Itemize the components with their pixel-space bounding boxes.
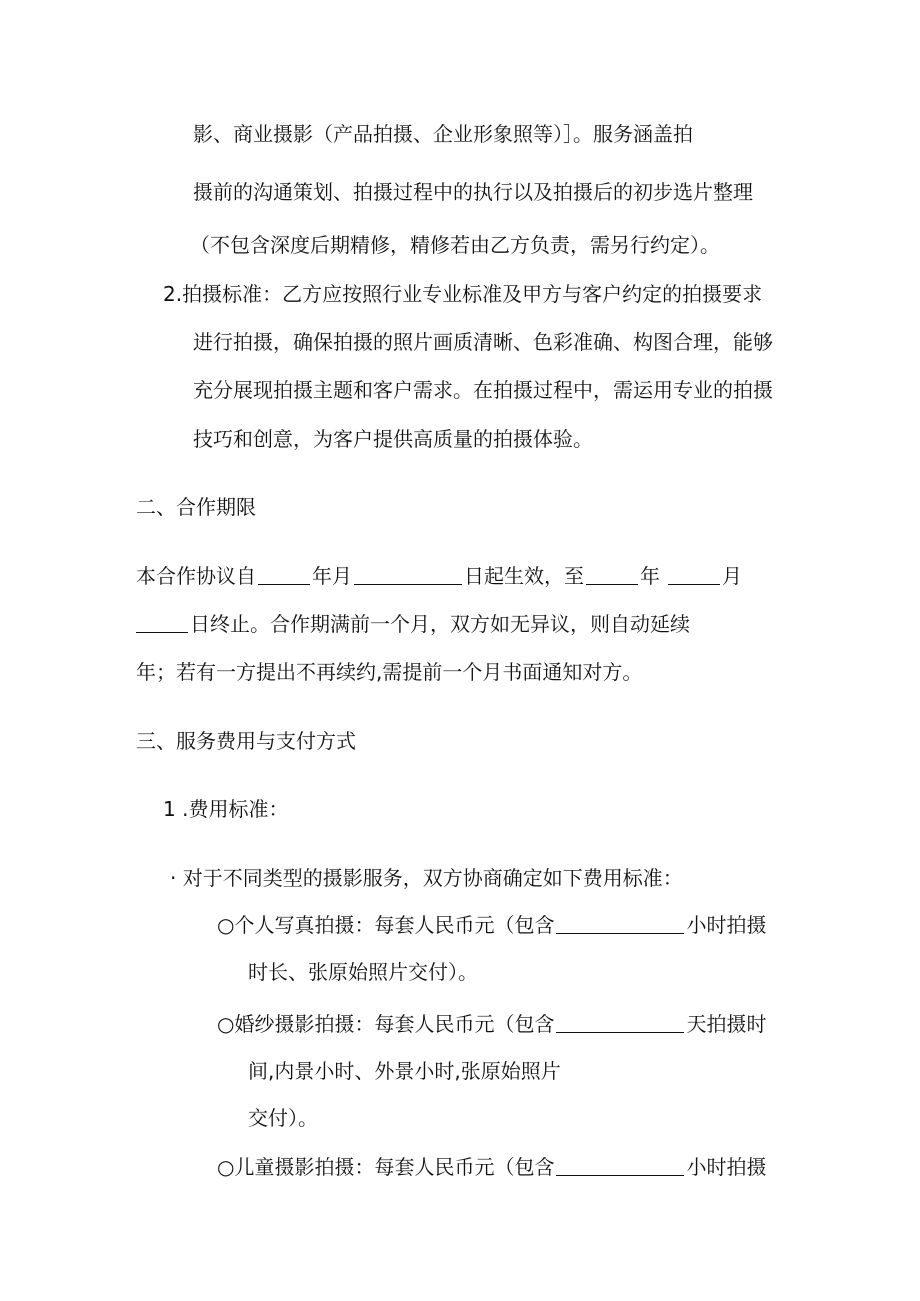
term-line-3: 年；若有一方提出不再续约,需提前一个月书面通知对方。	[136, 660, 643, 684]
wedding-line-2: 间,内景小时、外景小时,张原始照片	[248, 1059, 561, 1083]
blank-end-month[interactable]	[668, 562, 720, 585]
blank-child-hours[interactable]	[556, 1153, 684, 1176]
blank-wedding-days[interactable]	[556, 1010, 684, 1033]
item2-line-2: 进行拍摄，确保拍摄的照片画质清晰、色彩准确、构图合理，能够	[193, 330, 773, 354]
section-heading-fees: 三、服务费用与支付方式	[136, 729, 356, 753]
child-text-a: ○儿童摄影拍摄：每套人民币元（包含	[217, 1155, 555, 1179]
term-text-c: 日起生效，至	[464, 564, 584, 588]
wedding-line-3: 交付）。	[248, 1106, 318, 1130]
item2-line-1: 2.拍摄标准：乙方应按照行业专业标准及甲方与客户约定的拍摄要求	[163, 282, 763, 306]
term-line-1	[136, 562, 742, 590]
blank-start-year[interactable]	[258, 562, 310, 585]
fee-standard-subheading: 1 .费用标准：	[163, 797, 289, 821]
fee-bullet: · 对于不同类型的摄影服务，双方协商确定如下费用标准：	[170, 866, 683, 890]
term-text-a: 本合作协议自	[136, 564, 256, 588]
portrait-text-a: ○个人写真拍摄：每套人民币元（包含	[217, 913, 555, 937]
term-text-e: 月	[722, 564, 742, 588]
term-text-d: 年	[640, 564, 660, 588]
term-text-f: 日终止。合作期满前一个月，双方如无异议，则自动延续	[190, 612, 690, 636]
intro-line-3: （不包含深度后期精修，精修若由乙方负责，需另行约定）。	[190, 233, 720, 257]
portrait-line-1	[217, 911, 766, 939]
child-text-b: 小时拍摄	[686, 1155, 767, 1179]
term-text-b: 年月	[312, 564, 352, 588]
portrait-line-2: 时长、张原始照片交付）。	[248, 960, 478, 984]
item2-line-4: 技巧和创意，为客户提供高质量的拍摄体验。	[193, 427, 593, 451]
wedding-text-a: ○婚纱摄影拍摄：每套人民币元（包含	[217, 1012, 555, 1036]
child-line-1	[217, 1153, 766, 1181]
intro-line-2: 摄前的沟通策划、拍摄过程中的执行以及拍摄后的初步选片整理	[193, 180, 753, 204]
item2-line-3: 充分展现拍摄主题和客户需求。在拍摄过程中，需运用专业的拍摄	[193, 378, 773, 402]
portrait-text-b: 小时拍摄	[686, 913, 767, 937]
blank-end-day[interactable]	[136, 610, 188, 633]
blank-portrait-hours[interactable]	[556, 911, 684, 934]
blank-end-year[interactable]	[586, 562, 638, 585]
term-line-2	[136, 610, 690, 638]
section-heading-term: 二、合作期限	[136, 495, 256, 519]
blank-start-day[interactable]	[354, 562, 462, 585]
intro-line-1: 影、商业摄影（产品拍摄、企业形象照等）］。服务涵盖拍	[193, 122, 693, 146]
wedding-line-1	[217, 1010, 766, 1038]
wedding-text-b: 天拍摄时	[686, 1012, 767, 1036]
